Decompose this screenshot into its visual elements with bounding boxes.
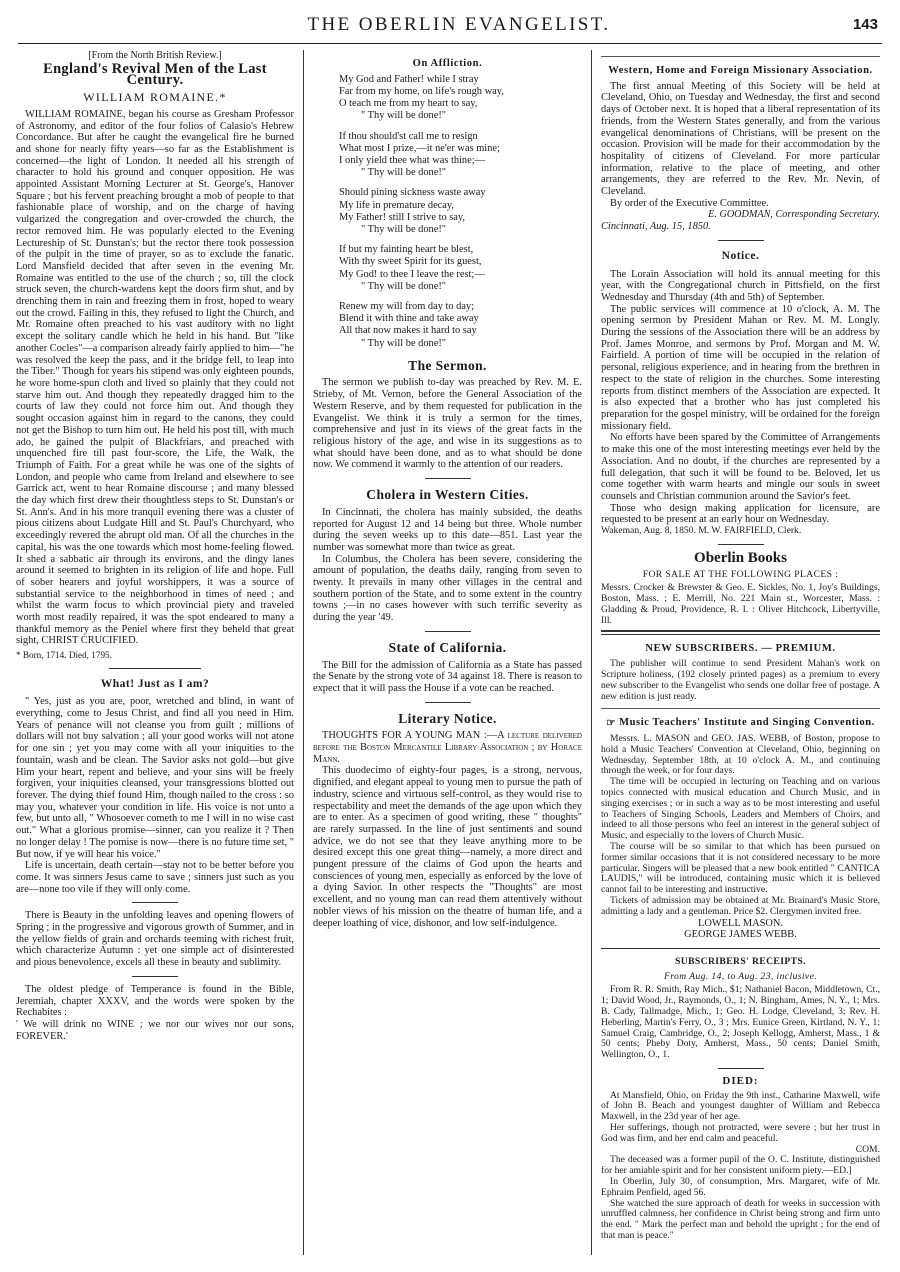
literary-lead: THOUGHTS FOR A YOUNG MAN :—A lecture delivered before the Boston Mercantile Library Association ; by Horace Mann. — [313, 730, 582, 765]
oberlin-books-subhead: FOR SALE AT THE FOLLOWING PLACES : — [642, 568, 839, 580]
notice-signature: Wakeman, Aug. 8, 1850. M. W. FAIRFIELD, Clerk. — [601, 525, 802, 537]
poem-on-affliction — [339, 74, 582, 350]
article-headline: England's Revival Men of the Last Century. — [43, 60, 267, 89]
died-signature: COM. — [855, 1143, 880, 1155]
section-head-notice: Notice. — [721, 249, 760, 262]
poem-line: Should pining sickness waste away — [339, 187, 486, 199]
poem-line: With thy sweet Spirit for its guest, — [339, 256, 482, 268]
rule — [601, 708, 880, 709]
devotional-para-1: " Yes, just as you are, poor, wretched and blind, in want of everything, come to Jesus Christ, and find all you need in Him. Years of penance will not cleanse you from guilt ; millions of dollars will not buy salvation ; all your good works will not atone for one sin ; yet you may come with all your iniquities to the fountain, wash and be clean. The Savior asks not gold—but give Him your heart, repent and believe, and your sins will be freely forgiven, your iniquities cleansed, your transgressions blotted out forever. The dying thief found Him, though nailed to the cross : so may you, whatever your condition in life. His voice is not unto a few, but unto all, " Whosoever cometh to me I will in no wise cast out." What a glorious promise—sinner, can you realize it ? Then no longer delay ! The pomise is now—there is no future time set, " But now, if ye will hear his voice." — [16, 696, 294, 860]
music-para-1: Messrs. L. MASON and GEO. JAS. WEBB, of Boston, propose to hold a Music Teachers' Convention at Cleveland, Ohio, beginning on Wednesday, September 18th, at 10 o'clock A. M., and continuing through the week, or for four days. — [601, 733, 880, 777]
section-head-literary-notice: Literary Notice. — [398, 710, 497, 726]
missionary-dateline: Cincinnati, Aug. 15, 1850. — [601, 221, 711, 233]
music-para-4: Tickets of admission may be obtained at Mr. Brainard's Music Store, admitting a lady and a gentleman. Price $2. Clergymen invited free. — [601, 894, 880, 917]
receipts-daterange: From Aug. 14, to Aug. 23, inclusive. — [663, 970, 818, 982]
column-layout — [16, 50, 884, 1255]
devotional-para-2: Life is uncertain, death certain—stay not to be better before you come. It was sinners Jesus came to save ; sinners just such as you are—none too vile if they will only come. — [16, 860, 294, 895]
source-note: [From the North British Review.] — [88, 50, 222, 61]
died-para-4: In Oberlin, July 30, of consumption, Mrs. Margaret, wife of Mr. Ephraim Penfield, aged 56. — [601, 1176, 880, 1198]
poem-line: If but my fainting heart be blest, — [339, 244, 474, 256]
divider — [718, 1068, 764, 1069]
divider — [718, 544, 764, 545]
section-head-sermon: The Sermon. — [408, 357, 487, 373]
section-head-music-convention — [601, 717, 880, 730]
receipts-body: From R. R. Smith, Ray Mich., $1; Nathaniel Bacon, Middletown, Ct., 1; David Wood, Jr., Raymonds, O., 1; N. Bingham, Ames, N. Y., 1; Mrs. B. Cady, Tallmadge, Mich., 1; Geo. H. Lodge, Cleveland, 3; Rev. H. Heberling, Martin's Ferry, O., 3 ; Mrs. Eunice Green, Kirtland, N. Y., 1; Samuel Craig, Cambridge, O., 2; Joseph Kellogg, Amherst, Mass., 1 & 50 cents; Pheby Doty, Amherst, Mass., 50 cents; Daniel Smith, Wellington, O., 1. — [601, 984, 880, 1061]
poem-line: If thou should'st call me to resign — [339, 130, 478, 142]
poem-line: Blend it with thine and take away — [339, 313, 479, 325]
missionary-para-2: By order of the Executive Committee. — [610, 197, 769, 209]
article-footnote: * Born, 1714. Died, 1795. — [16, 650, 112, 661]
pointing-hand-icon: ☞ — [606, 718, 617, 730]
poem-stanza-5 — [339, 301, 582, 350]
masthead-rule — [18, 43, 882, 44]
new-subscribers-body: The publisher will continue to send President Mahan's work on Scripture holiness, (192 closely printed pages) as a premium to every new subscriber to the Evangelist who sends one dollar free of postage. A new edition is just ready. — [601, 658, 880, 702]
music-signature-mason: LOWELL MASON. — [697, 917, 784, 929]
notice-para-1: The Lorain Association will hold its annual meeting for this year, with the Congregational church in Pittsfield, on the first Wednesday and Thursday (4th and 5th) of September. — [601, 268, 880, 303]
section-head-oberlin-books: Oberlin Books — [694, 549, 787, 566]
poem-stanza-1 — [339, 74, 582, 123]
rule — [601, 56, 880, 57]
divider — [132, 902, 178, 903]
section-head-california: State of California. — [388, 639, 507, 655]
divider — [718, 240, 764, 241]
poem-refrain: " Thy will be done!" — [361, 280, 447, 292]
column-3 — [592, 50, 880, 1255]
poem-refrain: " Thy will be done!" — [361, 223, 447, 235]
poem-title-on-affliction: On Affliction. — [412, 58, 483, 69]
poem-line: O teach me from my heart to say, — [339, 98, 478, 110]
notice-para-3: No efforts have been spared by the Committee of Arrangements to make this one of the most interesting meetings ever held by the Association. And no doubt, if the churches are represented by a full delegation, that such it will be found to be. Beloved, let us come together with warm hearts and mingle our souls in sweet counsels and Christian communion around the Savior's feet. — [601, 432, 880, 502]
poem-line: My God! to thee I leave the rest;— — [339, 268, 485, 280]
rule — [601, 630, 880, 635]
died-para-5: She watched the sure approach of death for weeks in succession with unruffled calmness, her confidence in Christ being strong and firm unto the end. " Mark the perfect man and behold the upright ; for the end of that man is peace." — [601, 1197, 880, 1241]
music-convention-title: Music Teachers' Institute and Singing Convention. — [619, 717, 875, 729]
poem-line: I only yield thee what was thine;— — [339, 154, 486, 166]
died-para-1: At Mansfield, Ohio, on Friday the 9th inst., Catharine Maxwell, wife of John B. Beach and youngest daughter of William and Rebecca Maxwell, in the 23d year of her age. — [601, 1089, 880, 1123]
devotional-para-3: There is Beauty in the unfolding leaves and opening flowers of Spring ; in the progressive and vigorous growth of Summer, and in the yellow fields of grain and orchards teeming with richest fruit, which characterize Autumn : yet one simple act of disinterested and pious benevolence, excels all these in beauty and sublimity. — [16, 910, 294, 969]
divider — [425, 631, 471, 632]
sermon-body: The sermon we publish to-day was preached by Rev. M. E. Strieby, of Mt. Vernon, before the General Association of the Western Reserve, and by them requested for publication in the Evangelist. We think it is truly a sermon for the times, comprehensive and just in its views of the great facts in the religious history of the age, and wise in its suggestions as to what should have been done, and as to what should be done now. We commend it warmly to the attention of our readers. — [313, 377, 582, 471]
died-para-2: Her sufferings, though not protracted, were severe ; but her trust in God was firm, and her end calm and peaceful. — [601, 1122, 880, 1144]
poem-refrain: " Thy will be done!" — [361, 337, 447, 349]
masthead — [16, 14, 884, 40]
devotional-quote: ' We will drink no WINE ; we nor our wives nor our sons, FOREVER.' — [16, 1018, 294, 1042]
california-para: The Bill for the admission of California as a State has passed the Senate by the strong vote of 34 against 18. There is reason to expect that it will pass the House if a vote can be reached. — [313, 659, 582, 694]
article-subhead: WILLIAM ROMAINE.* — [83, 90, 227, 105]
cholera-para-2: In Columbus, the Cholera has been severe, considering the amount of population, the deaths daily, ranging from seven to twenty. It prevails in many other villages in the central and southern portion of the State, and to some extent in the country towns ;—in no cases however with such terrific severity as during the year '49. — [313, 553, 582, 624]
music-para-3: The course will be so similar to that which has been pursued on former similar occasions that it is not considered necessary to be more particular. Singers will be pleased that a new book entitled " CANTICA LAUDIS," will be introduced, containing music which it is believed cannot fail to be interesting and instructive. — [601, 840, 880, 896]
article-body: WILLIAM ROMAINE, began his course as Gresham Professor of Astronomy, and editor of the four folios of Calasio's Hebrew Concordance. But after he caught the evangelical fire he burned and shone for nearly fifty years—so far as the Establishment is concerned—the light of London. It needed all his strength of character to hold his ground and conquer opposition. He was appointed Assistant Morning Lecturer at St. George's, Hanover Square ; but his fervent preaching brought a mob of people to that fashionable place of worship, and on the charge of having vulgarized the congregation and over-crowded the church, the rector removed him. He was popularly elected to the Evening Lectureship of St. Dunstan's; but the rector there took possession of the pulpit in the time of prayer, so as to exclude the fanatic. Lord Mansfield decided that after seven in the evening Mr. Romaine was entitled to the use of the church ; so, till the clock struck seven, the church-wardens kept the doors firm shut, and by drenching them in rain and freezing them in frost, hoped to weary out the crowd. Failing in this, they refused to light the Church, and Mr. Romaine often preached to his vast auditory with no light except the solitary candle which he held in his hand. But "like another Cocles"—a comparison already fairly applied to him—"he was resolved the keep the pass, and it the bridge fell, to leap into the Tiber." Though for years his stipend was only eighteen pounds, he wore home-spun cloth and lived so plainly that they could not starve him out. And though they repeatedly dragged him to the courts of law they could not force him out. And though they sought occasion against him in regard to the canons, they could not get the Bishop to turn him out. He held his post till, with much ado, he gained the pulpit of Blackfriars, and preached with unquenched fire till past four-score, the Life, the Walk, the Triumph of Faith. For a great while he was one of the sights of London, and people who came from Ireland and elsewhere to see Garrick act, went to hear Romaine discourse ; and many blessed the day which first drew their thoughtless steps to St. Dunstan's or St. Ann's. And in his more tranquil evening there was a cluster of pious citizens about Ludgate Hill and St. Paul's Churchyard, who exceedingly revered the abrupt old man. Of all the churches in the capital, his was the one towards which most home-feeling flowed. It shed a sabbatic air through its environs, and the dingy lanes around it seemed to brighten in its religion of life and hope. Full of sober hearers and joyful worshippers, it was a source of substantial service to the neighborhood in times of need ; and whilst the warm focus to which provincial piety and traveled worth most readily repaired, it was the spot endeared to many a thankful memory as the Peniel where first they beheld that great sight, CHRIST CRUCIFIED. — [16, 108, 294, 647]
section-head-receipts: SUBSCRIBERS' RECEIPTS. — [675, 955, 806, 967]
section-head-cholera: Cholera in Western Cities. — [366, 487, 529, 503]
divider — [601, 948, 880, 949]
missionary-para-1: The first annual Meeting of this Society will be held at Cleveland, Ohio, on Tuesday and Wednesday, the first and second days of October next. It is hoped that a liberal representation of its friends, from the Western States generally, and from the various evangelical denominations of Christians, will be present on the occasion. Provision will be made for their accommodation by the hospitality of citizens of Cleveland. For more particular information, relative to the place of meeting, and other arrangements, they are referred to the Rev. Mr. Nevin, of Cleveland. — [601, 80, 880, 198]
notice-para-2: The public services will commence at 10 o'clock, A. M. The opening sermon by President Mahan or Rev. M. M. Longly. During the sessions of the Association there will be an address by Prof. James Monroe, and sermons by Prof. Morgan and M. W. Fairfield. A portion of time will be occupied in the relation of personal, religious experience, and in hearing from the brethren in respect to the state of religion in the churches. Some interesting reports from distinct members of the Association are expected. It is also expected that a brother who has just completed his preparation for the gospel ministry, will be ordained for the foreign missionary field. — [601, 303, 880, 432]
divider — [109, 668, 201, 669]
music-para-2: The time will be occupied in lecturing on Teaching and on various topics connected with musical education and Church Music, and in singing exercises ; or in such a way as to be most interesting and useful to Teachers of Singing Schools, Leaders and Members of Choirs, and indeed to all those persons who feel an interest in the general subject of Music, and especially to the lovers of Church Music. — [601, 776, 880, 842]
divider — [425, 702, 471, 703]
died-para-3: The deceased was a former pupil of the O. C. Institute, distinguished for her amiable spirit and for her consistent uniform piety.—ED.] — [601, 1154, 880, 1177]
poem-stanza-3 — [339, 187, 582, 236]
notice-para-4: Those who design making application for licensure, are requested to be present at an early hour on Wednesday. — [601, 502, 880, 526]
poem-title-what-just-as-i-am: What! Just as I am? — [100, 677, 210, 690]
literary-body: This duodecimo of eighty-four pages, is a strong, nervous, dignified, and elegant appeal to young men to pursue the path of industry, science and virtuous self-control, as they would rise to respectability and meet the demands of the age upon which they are to enter. As a specimen of good writing, these " thoughts" are rarely surpassed. In the line of just sentiments and sound advice, we do not see that they leave anything more to be desired except this one great thing—namely, a more direct and pungent pressure of the claims of God upon the hearts and consciences of young men, especially as enforced by the love of a dying Savior. In other respects the "Thoughts" are most excellent, and no young man can read them attentively without nobler views of his mission on the theatre of human life, and a deeper loathing of vice, dishonor, and low self-indulgence. — [313, 765, 582, 929]
poem-line: All that now makes it hard to say — [339, 325, 477, 337]
poem-stanza-4 — [339, 244, 582, 293]
divider — [132, 976, 178, 977]
section-head-missionary: Western, Home and Foreign Missionary Association. — [608, 65, 873, 76]
poem-line: My life in premature decay, — [339, 199, 455, 211]
section-head-new-subscribers: NEW SUBSCRIBERS. — PREMIUM. — [645, 643, 836, 655]
cholera-para-1: In Cincinnati, the cholera has mainly subsided, the deaths reported for August 12 and 14 being but three. Whole number during the seven weeks up to this date—851. Last year the number was somewhat more than twice as great. — [313, 506, 582, 553]
poem-refrain: " Thy will be done!" — [361, 167, 447, 179]
poem-line: What most I prize,—it ne'er was mine; — [339, 142, 500, 154]
page-number: 143 — [852, 16, 878, 33]
page-title: THE OBERLIN EVANGELIST. — [307, 14, 611, 35]
poem-line: Far from my home, on life's rough way, — [339, 85, 504, 97]
poem-line: My God and Father! while I stray — [339, 73, 479, 85]
music-signature-webb: GEORGE JAMES WEBB. — [684, 929, 797, 941]
section-head-died: DIED: — [722, 1074, 759, 1087]
divider — [425, 478, 471, 479]
column-2 — [304, 50, 592, 1255]
poem-line: Renew my will from day to day; — [339, 300, 475, 312]
poem-stanza-2 — [339, 131, 582, 180]
missionary-signature: E. GOODMAN, Corresponding Secretary. — [708, 209, 880, 221]
oberlin-books-body: Messrs. Crocker & Brewster & Geo. E. Sickles, No. 1, Joy's Buildings, Boston, Mass. ; E. Merrill, No. 221 Main st., Worcester, Mass. : Gladding & Proud, Providence, R. I. : Oliver Hitchcock, Libertyville, Ill. — [601, 582, 880, 626]
poem-refrain: " Thy will be done!" — [361, 110, 447, 122]
devotional-para-4: The oldest pledge of Temperance is found in the Bible, Jeremiah, chapter XXXV, and the words were spoken by the Rechabites : — [16, 983, 294, 1019]
poem-line: My Father! still I strive to say, — [339, 211, 466, 223]
column-1 — [16, 50, 304, 1255]
